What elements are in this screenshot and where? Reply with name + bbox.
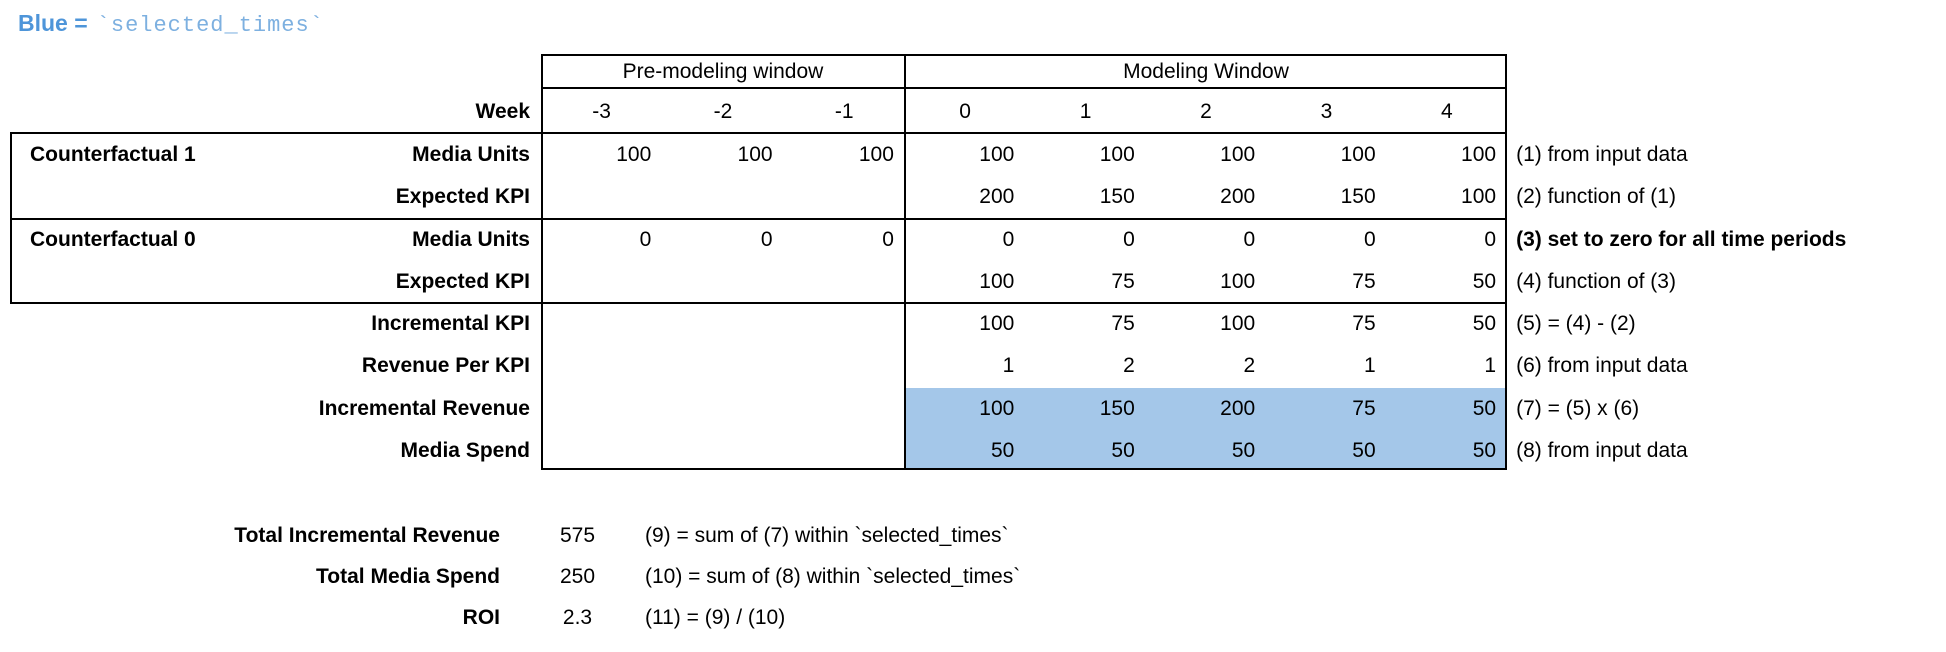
summary-label: Total Media Spend bbox=[316, 564, 500, 588]
data-cell bbox=[662, 303, 783, 345]
data-cell: 0 bbox=[1363, 227, 1376, 251]
data-cell: 150 bbox=[1099, 396, 1135, 420]
row-label-cell bbox=[10, 176, 541, 218]
row-label: Media Units bbox=[412, 143, 530, 167]
data-cell: 1 bbox=[1484, 354, 1497, 378]
data-cell: 75 bbox=[1352, 312, 1376, 336]
data-cell bbox=[784, 303, 905, 345]
data-cell: 50 bbox=[1231, 438, 1256, 462]
legend-code: `selected_times` bbox=[96, 13, 324, 38]
data-cell bbox=[662, 430, 783, 472]
data-cell: 150 bbox=[1099, 185, 1135, 209]
row-note: (3) set to zero for all time periods bbox=[1516, 227, 1847, 251]
summary-note: (9) = sum of (7) within `selected_times` bbox=[645, 523, 1009, 547]
data-cell: 100 bbox=[858, 143, 894, 167]
summary-section bbox=[10, 515, 1020, 638]
row-note: (8) from input data bbox=[1516, 438, 1688, 462]
row-label: Revenue Per KPI bbox=[361, 354, 530, 378]
data-cell: 0 bbox=[1243, 227, 1256, 251]
summary-value: 2.3 bbox=[562, 605, 593, 629]
row-label-cell bbox=[10, 219, 541, 261]
data-cell: 50 bbox=[1472, 396, 1497, 420]
summary-note: (10) = sum of (8) within `selected_times` bbox=[645, 564, 1021, 588]
data-cell: 50 bbox=[1472, 269, 1497, 293]
data-cell: 0 bbox=[882, 227, 894, 251]
data-cell: 100 bbox=[979, 143, 1015, 167]
data-cell: 2 bbox=[1243, 354, 1256, 378]
data-cell: 100 bbox=[1220, 143, 1256, 167]
data-cell: 1 bbox=[1363, 354, 1376, 378]
row-note: (6) from input data bbox=[1516, 354, 1688, 378]
data-cell bbox=[541, 303, 662, 345]
data-cell bbox=[541, 261, 662, 303]
summary-label: Total Incremental Revenue bbox=[234, 523, 500, 547]
row-label-cell bbox=[10, 388, 541, 430]
data-cell: 100 bbox=[979, 312, 1015, 336]
data-cell bbox=[662, 388, 783, 430]
data-cell: 100 bbox=[616, 143, 652, 167]
data-cell: 0 bbox=[639, 227, 652, 251]
data-cell bbox=[784, 388, 905, 430]
data-cell: 100 bbox=[1461, 143, 1497, 167]
data-cell: 100 bbox=[979, 396, 1015, 420]
data-cell: 200 bbox=[1220, 396, 1256, 420]
row-label: Incremental Revenue bbox=[318, 396, 530, 420]
data-cell bbox=[784, 176, 905, 218]
data-cell: 100 bbox=[1220, 312, 1256, 336]
week-cell: 1 bbox=[1079, 99, 1092, 123]
data-cell: 200 bbox=[1220, 185, 1256, 209]
header-spacer bbox=[10, 54, 541, 89]
row-label: Incremental KPI bbox=[371, 312, 530, 336]
week-cell: -2 bbox=[713, 99, 733, 123]
row-note: (2) function of (1) bbox=[1516, 185, 1676, 209]
data-cell: 50 bbox=[1352, 438, 1376, 462]
data-cell bbox=[541, 430, 662, 472]
row-label-cell bbox=[10, 303, 541, 345]
row-label-cell bbox=[10, 134, 541, 176]
header-spacer bbox=[1507, 54, 1945, 89]
row-label: Expected KPI bbox=[395, 269, 530, 293]
week-cell: 0 bbox=[959, 99, 971, 123]
data-cell: 50 bbox=[1472, 312, 1497, 336]
data-cell: 1 bbox=[1002, 354, 1015, 378]
data-cell: 50 bbox=[1472, 438, 1497, 462]
summary-value: 250 bbox=[559, 564, 596, 588]
data-cell: 2 bbox=[1123, 354, 1135, 378]
week-cell: 4 bbox=[1441, 99, 1453, 123]
roi-table bbox=[10, 54, 1945, 472]
week-cell: 2 bbox=[1200, 99, 1212, 123]
week-cell: 3 bbox=[1320, 99, 1333, 123]
row-label-cell bbox=[10, 261, 541, 303]
row-label-cell bbox=[10, 345, 541, 387]
week-cell: -3 bbox=[592, 99, 611, 123]
row-note: (7) = (5) x (6) bbox=[1516, 396, 1640, 420]
row-label: Expected KPI bbox=[395, 185, 530, 209]
summary-label: ROI bbox=[462, 605, 500, 629]
data-cell: 0 bbox=[760, 227, 773, 251]
data-cell: 75 bbox=[1111, 312, 1135, 336]
data-cell: 50 bbox=[990, 438, 1015, 462]
data-cell bbox=[541, 345, 662, 387]
data-cell: 100 bbox=[737, 143, 773, 167]
week-row-label-cell bbox=[10, 89, 541, 134]
group-label: Counterfactual 1 bbox=[30, 143, 196, 167]
legend-label: Blue = bbox=[18, 10, 88, 36]
row-note: (4) function of (3) bbox=[1516, 269, 1676, 293]
pre-modeling-window-header: Pre-modeling window bbox=[622, 59, 824, 83]
data-cell bbox=[784, 345, 905, 387]
data-cell: 100 bbox=[979, 269, 1015, 293]
data-cell: 100 bbox=[1099, 143, 1135, 167]
data-cell bbox=[784, 430, 905, 472]
row-note: (5) = (4) - (2) bbox=[1516, 312, 1636, 336]
data-cell: 100 bbox=[1220, 269, 1256, 293]
modeling-window-header: Modeling Window bbox=[1123, 59, 1289, 83]
data-cell: 50 bbox=[1111, 438, 1135, 462]
data-cell bbox=[662, 345, 783, 387]
data-cell: 75 bbox=[1352, 396, 1376, 420]
summary-value: 575 bbox=[559, 523, 596, 547]
data-cell: 150 bbox=[1340, 185, 1376, 209]
week-row-label: Week bbox=[475, 99, 530, 123]
data-cell: 0 bbox=[1484, 227, 1497, 251]
week-cell: -1 bbox=[834, 99, 854, 123]
data-cell bbox=[541, 388, 662, 430]
data-cell: 0 bbox=[1002, 227, 1015, 251]
row-label: Media Spend bbox=[400, 438, 530, 462]
group-label: Counterfactual 0 bbox=[30, 227, 196, 251]
data-cell bbox=[541, 176, 662, 218]
summary-note: (11) = (9) / (10) bbox=[645, 605, 786, 629]
row-label-cell bbox=[10, 430, 541, 472]
row-label: Media Units bbox=[412, 227, 530, 251]
week-row-spacer bbox=[1507, 89, 1945, 134]
data-cell: 0 bbox=[1123, 227, 1135, 251]
data-cell bbox=[662, 176, 783, 218]
data-cell: 100 bbox=[1461, 185, 1497, 209]
data-cell: 75 bbox=[1111, 269, 1135, 293]
data-cell bbox=[784, 261, 905, 303]
data-cell bbox=[662, 261, 783, 303]
data-cell: 75 bbox=[1352, 269, 1376, 293]
data-cell: 100 bbox=[1340, 143, 1376, 167]
data-cell: 200 bbox=[979, 185, 1015, 209]
row-note: (1) from input data bbox=[1516, 143, 1688, 167]
